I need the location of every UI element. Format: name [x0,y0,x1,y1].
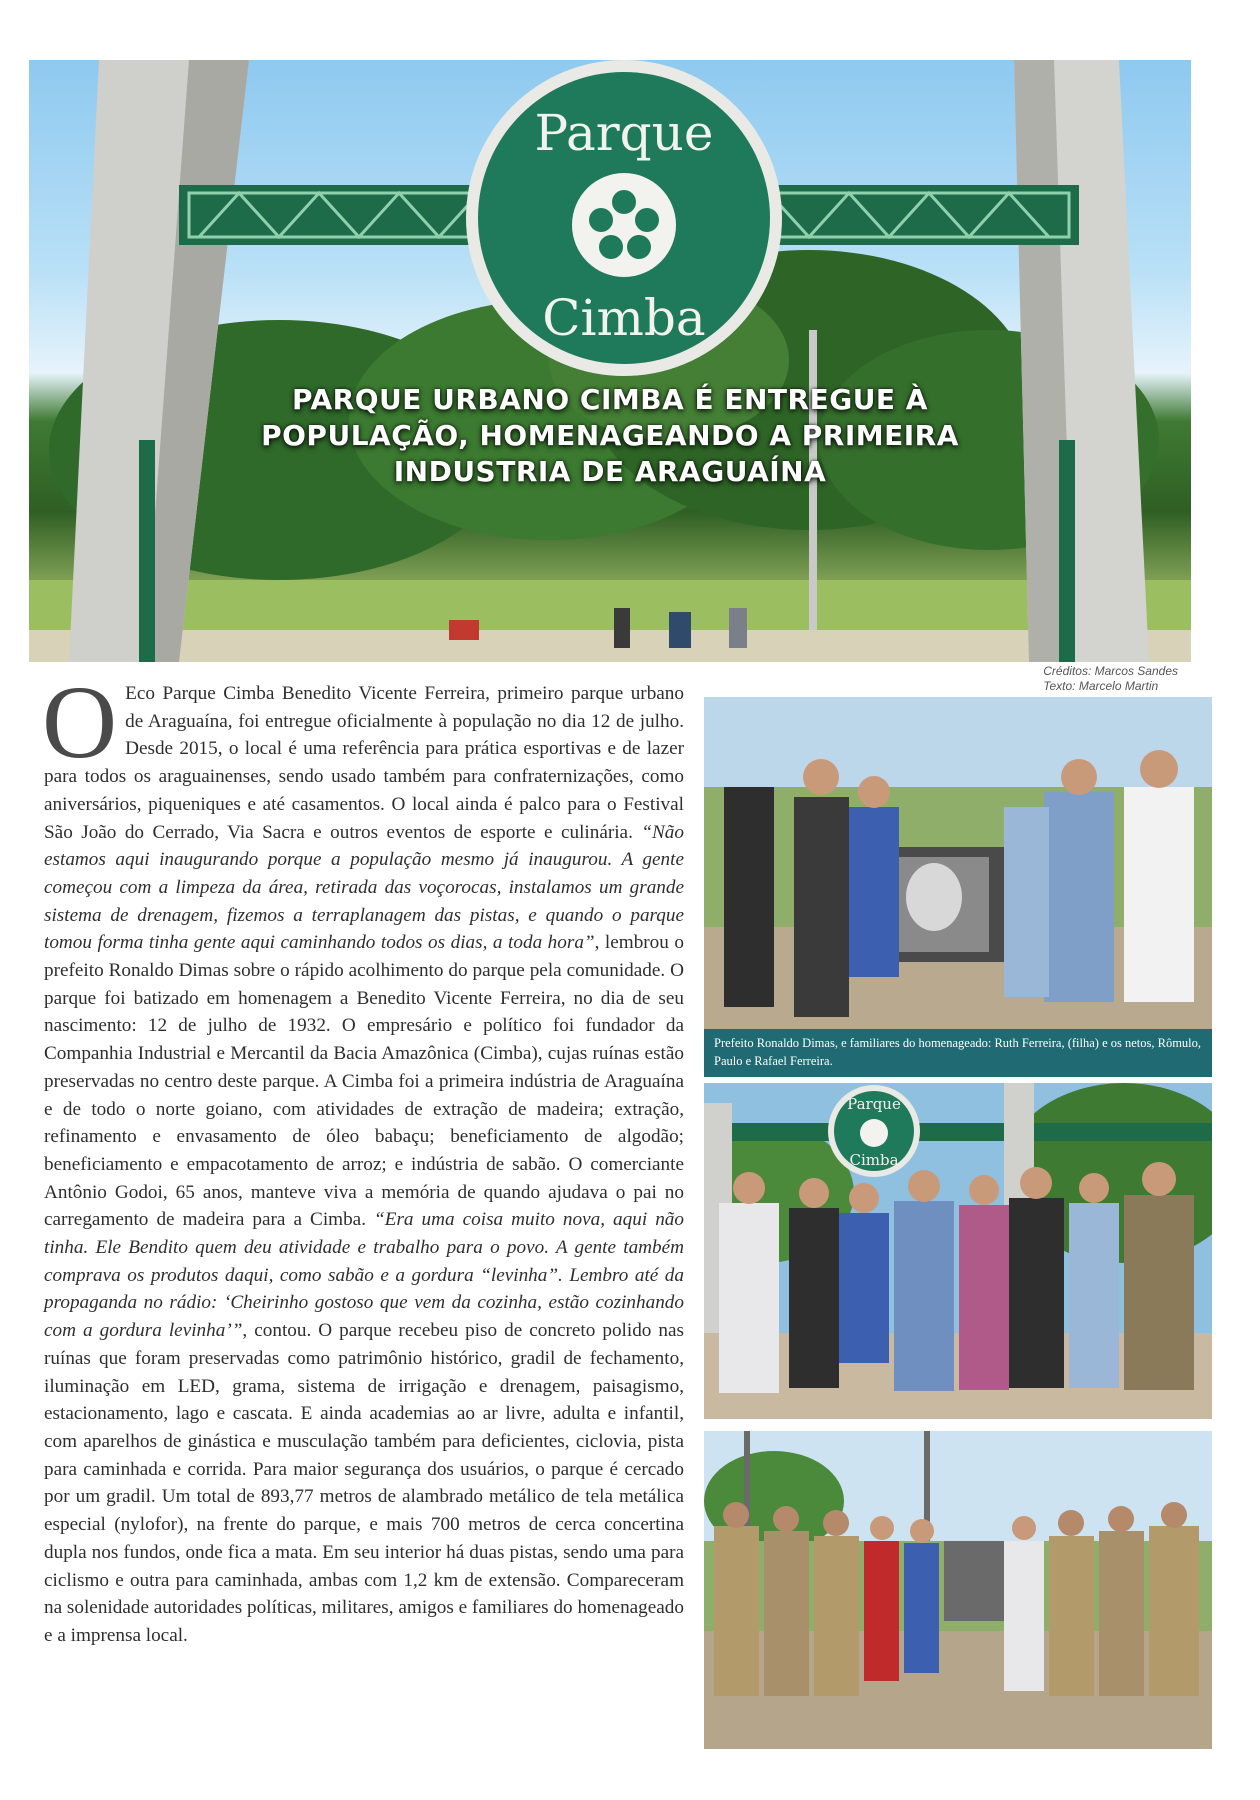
article-text-3: , contou. O parque recebeu piso de concreto polido nas ruínas que foram preservadas como patrimônio histórico, gradil de fechamento, iluminação em LED, grama, sistema de irrigação e drenagem, paisagismo, estacionamento, lago e cascata. E ainda academias ao ar livre, adulta e infantil, com aparelhos de ginástica e musculação também para deficientes, ciclovia, pista para caminhada e corrida. Para maior segurança dos usuários, o parque é cercado por um gradil. Um total de 893,77 metros de alambrado metálico de tela metálica especial (nylofor), na frente do parque, e mais 700 metros de cerca concertina dupla nos fundos, onde fica a mata. Em seu interior há duas pistas, sendo uma para ciclismo e outra para caminhada, ambas com 1,2 km de extensão. Compareceram na solenidade autoridades políticas, militares, amigos e familiares do homenageado e a imprensa local. [44,1320,685,1646]
group-sign-top: Parque [847,1095,901,1113]
headline-line-1: PARQUE URBANO CIMBA É ENTREGUE À [292,383,928,416]
article-body [42,665,685,1650]
hero-sign-top: Parque [534,104,714,162]
quote-godoi: “Era uma coisa muito nova, aqui não tinha. Ele Bendito quem deu atividade e trabalho para o povo. A gente também comprava os produtos daqui, como sabão e a gordura “levinha”. Lembro até da propaganda no rádio: ‘Cheirinho gostoso que vem da cozinha, estão cozinhando com a gordura levinha’” [44,1209,684,1342]
photo-credit: Créditos: Marcos Sandes [1043,664,1178,678]
credits-block [1043,664,1178,694]
photo-group-illustration [704,1083,1212,1419]
headline-line-2: POPULAÇÃO, HOMENAGEANDO A PRIMEIRA [261,419,959,452]
hero-sign-bottom: Cimba [542,289,706,347]
article-text-1: Eco Parque Cimba Benedito Vicente Ferreira, primeiro parque urbano de Araguaína, foi entregue oficialmente à população no dia 12 de julho. Desde 2015, o local é uma referência para prática esportivas e de lazer para todos os araguainenses, sendo usado também para confraternizações, como aniversários, piqueniques e até casamentos. O local ainda é palco para o Festival São João do Cerrado, Via Sacra e outros eventos de esporte e culinária. [44,683,684,843]
article-text-2: , lembrou o prefeito Ronaldo Dimas sobre o rápido acolhimento do parque pela comunidade. O parque foi batizado em homenagem a Benedito Vicente Ferreira, no dia de seu nascimento: 12 de julho de 1932. O empresário e político foi fundador da Companhia Industrial e Mercantil da Bacia Amazônica (Cimba), cujas ruínas estão preservadas no centro deste parque. A Cimba foi a primeira indústria de Araguaína e de todo o norte goiano, com atividades de extração de madeira; extração, refinamento e envasamento de óleo babaçu; beneficiamento de algodão; beneficiamento e empacotamento de arroz; e indústria de sabão. O comerciante Antônio Godoi, 65 anos, manteve viva a memória de quando ajudava o pai no carregamento de madeira para a Cimba. [44,932,684,1231]
article-headline [229,382,991,490]
photo-family-plaque [704,697,1212,1029]
photo-officials-plaque [704,1431,1212,1749]
group-sign-bottom: Cimba [849,1151,899,1169]
photo-officials-illustration [704,1431,1212,1749]
headline-line-3: INDUSTRIA DE ARAGUAÍNA [393,455,827,488]
article-paragraph [42,665,685,1650]
photo-group-sign [704,1083,1212,1419]
photo-family-illustration [704,697,1212,1029]
hero-illustration [29,60,1191,662]
drop-cap: O [42,665,118,780]
quote-mayor: “Não estamos aqui inaugurando porque a população mesmo já inaugurou. A gente começou com a limpeza da área, retirada das voçorocas, instalamos um grande sistema de drenagem, fizemos a terraplanagem das pistas, e quando o parque tomou forma tinha gente aqui caminhando todos os dias, a toda hora” [44,821,684,954]
hero-photo [29,60,1191,662]
photo-caption: Prefeito Ronaldo Dimas, e familiares do homenageado: Ruth Ferreira, (filha) e os netos, Rômulo, Paulo e Rafael Ferreira. [704,1029,1212,1077]
text-credit: Texto: Marcelo Martin [1043,679,1159,693]
